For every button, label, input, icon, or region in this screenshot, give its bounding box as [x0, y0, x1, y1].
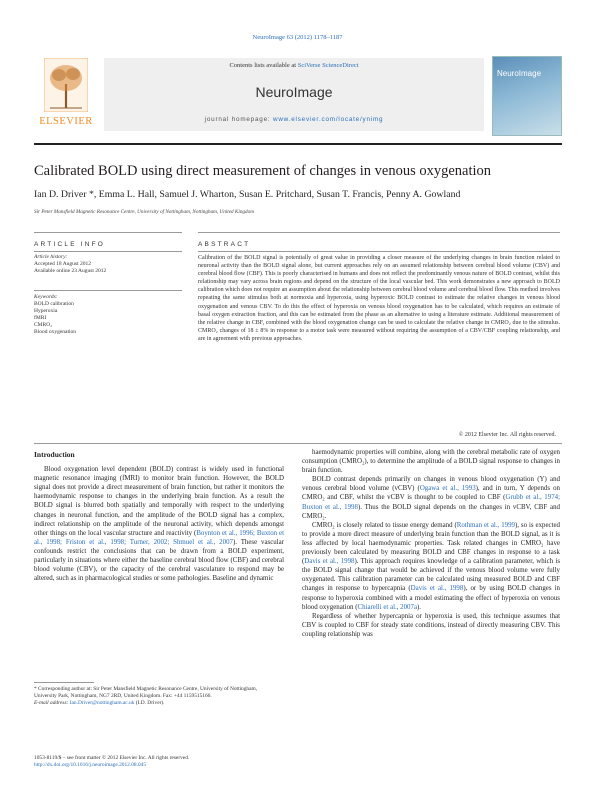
online-date: Available online 23 August 2012 [34, 268, 107, 275]
homepage-prefix: journal homepage: [204, 116, 273, 123]
keyword-item: CMRO₂ [34, 322, 53, 329]
contents-prefix: Contents lists available at [229, 62, 298, 69]
sciencedirect-link[interactable]: SciVerse ScienceDirect [297, 62, 359, 69]
paragraph-text: haemodynamic properties will combine, along with the cerebral metabolic rate of oxygen consumption (CMRO₂), to determine the amplitude of a BOLD signal response to changes in brain function. [302, 449, 560, 475]
copyright-notice: © 2012 Elsevier Inc. All rights reserved. [458, 432, 556, 438]
keyword-item: Hyperoxia [34, 308, 58, 315]
article-info-rule [34, 232, 182, 233]
email-label: E-mail address: [34, 700, 70, 707]
section-heading-introduction: Introduction [34, 450, 75, 459]
paragraph-text: Regardless of whether hypercapnia or hyperoxia is used, this technique assumes that CBV is coupled to CBF for steady state conditions, instead of directly measuring CBV. This coupling relationship was [302, 612, 560, 638]
paragraph-text: ), or by using BOLD changes in response to hyperoxia combined with a model estimating the effect of hyperoxia on venous blood oxygenation ( [302, 585, 560, 611]
right-column [302, 448, 560, 639]
keywords-rule [34, 290, 182, 291]
citation-link[interactable]: Davis et al., 1998 [304, 558, 355, 566]
citation-link[interactable]: Davis et al., 1998 [410, 585, 464, 593]
affiliation: Sir Peter Mansfield Magnetic Resonance Centre, University of Nottingham, Nottingham, United Kingdom [34, 209, 254, 215]
corresponding-address: * Corresponding author at: Sir Peter Mansfield Magnetic Resonance Centre, University of Nottingham, University Park, Nottingham, NG7 2RD, United Kingdom. Fax: +44 1159515166. [34, 686, 258, 700]
paragraph-text: BOLD contrast depends primarily on changes in venous blood oxygenation (Y) and venous cerebral blood volume (vCBV) ( [302, 476, 560, 493]
paragraph-text: ). These vascular confounds restrict the conclusions that can be drawn from a BOLD experiment, particularly in situations where either the baseline cerebral blood flow (CBF) and cerebral blood volume (CBV), or the capacity of the cerebral vasculature to respond may be altered, such as in pharmacological studies or some pathologies. Baseline and dynamic [34, 538, 284, 583]
body-paragraph [302, 612, 560, 639]
cover-title: NeuroImage [497, 69, 542, 78]
keyword-item: Blood oxygenation [34, 329, 77, 336]
citation-link[interactable]: Chiarelli et al., 2007a [357, 603, 418, 611]
body-paragraph [302, 448, 560, 475]
paragraph-text: Blood oxygenation level dependent (BOLD) contrast is widely used in functional magnetic resonance imaging (fMRI) to monitor brain function. However, the BOLD signal does not provide a direct measurement of brain function, but rather it monitors the haemodynamic response to changes in the underlying brain function. As a result the BOLD signal is blurred both spatially and temporally with respect to the underlying changes in neuronal function, and the amplitude of the BOLD signal has a complex, indirect relationship on the amplitude of the neuronal activity, which depends amongst other things on the local vascular structure and reactivity ( [34, 466, 284, 537]
paragraph-text: ). [417, 603, 422, 611]
article-title: Calibrated BOLD using direct measurement of changes in venous oxygenation [34, 163, 492, 179]
email-suffix: (I.D. Driver). [134, 700, 165, 707]
abstract-text: Calibration of the BOLD signal is potentially of great value in providing a closer measure of the underlying changes in brain function related to neuronal activity than the BOLD signal alone, but current approaches rely on an assumed relationship between cerebral blood volume (CBV) and cerebral blood flow (CBF). This is poorly characterised in humans and does not reflect the predominantly venous nature of BOLD contrast, whilst this relationship may vary across brain regions and depend on the structure of the local vascular bed. This work demonstrates a new approach to BOLD calibration which does not require an assumption about the relationship between cerebral blood volume and cerebral blood flow. This method involves repeating the same stimulus both at normoxia and hyperoxia, using hyperoxic BOLD contrast to estimate the relative changes in venous blood oxygenation and venous CBV. To do this the effect of hyperoxia on venous blood oxygenation has to be calculated, which requires an estimate of basal oxygen extraction fraction, and this can be estimated from the phase as an alternative to using a literature estimate. Additional measurement of the relative change in CBF, combined with the blood oxygenation change can be used to calculate the relative change in CMRO₂ due to the stimulus. CMRO₂ changes of 18 ± 8% in response to a motor task were measured without requiring the assumption of a CBV/CBF coupling relationship, and are in agreement with previous approaches. [198, 255, 560, 342]
journal-name: NeuroImage [255, 84, 333, 100]
body-paragraph [34, 465, 284, 583]
left-column-body [34, 465, 284, 583]
article-history [34, 254, 182, 275]
issn-line: 1053-8119/$ – see front matter © 2012 Elsevier Inc. All rights reserved. [34, 755, 190, 761]
journal-homepage [104, 116, 484, 123]
journal-cover-thumbnail [492, 56, 562, 136]
accepted-date: Accepted 18 August 2012 [34, 261, 91, 268]
citation-link[interactable]: Rothman et al., 1999 [456, 521, 515, 529]
keywords-block [34, 294, 182, 337]
paragraph-text: ). This approach requires knowledge of a calibration parameter, which is the BOLD signal change that would be achieved if the venous blood volume were fully oxygenated. This calibration parameter can be calculated using measured BOLD and CBF changes in response to hypercapnia ( [302, 558, 561, 593]
history-label: Article history: [34, 254, 68, 260]
body-paragraph [302, 475, 560, 520]
elsevier-logo [34, 58, 98, 132]
citation-link[interactable]: Boynton et al., 1996; Buxton et al., 1998; Friston et al., 1998; Turner, 2002; Shmuel et al., 2007 [34, 529, 284, 546]
corresponding-author-footnote [34, 686, 274, 707]
abstract-heading: ABSTRACT [198, 241, 251, 248]
body-rule [34, 443, 562, 444]
elsevier-tree-icon [44, 58, 88, 112]
journal-reference[interactable]: NeuroImage 63 (2012) 1178–1187 [252, 34, 343, 41]
left-column [34, 450, 284, 583]
paragraph-text: ), and in turn, Y depends on CMRO₂ and CBF, whilst the vCBV is thought to be coupled to CBF ( [302, 485, 561, 502]
article-info-heading: ARTICLE INFO [34, 241, 106, 248]
homepage-link[interactable]: www.elsevier.com/locate/ynimg [272, 116, 384, 123]
citation-link[interactable]: Ogawa et al., 1993 [419, 485, 476, 493]
author-list: Ian D. Driver *, Emma L. Hall, Samuel J. Wharton, Susan E. Pritchard, Susan T. Francis, Penny A. Gowland [34, 189, 461, 200]
abstract-subrule [198, 251, 560, 252]
paragraph-text: ), so is expected to provide a more direct measure of underlying brain function than the BOLD signal, as it is less affected by local haemodynamic properties. Task related changes in CMRO₂ have previously been calculated by measuring BOLD and CBF changes in response to a task ( [302, 521, 560, 566]
doi-link[interactable]: http://dx.doi.org/10.1016/j.neuroimage.2012.08.045 [34, 762, 147, 768]
contents-line [104, 62, 484, 69]
abstract-rule [198, 232, 560, 233]
right-column-body [302, 448, 560, 639]
keyword-item: BOLD calibration [34, 301, 74, 308]
header-rule [34, 143, 562, 145]
citation-link[interactable]: Grubb et al., 1974; Buxton et al., 1998 [302, 494, 560, 511]
email-link[interactable]: Ian.Driver@nottingham.ac.uk [69, 700, 135, 707]
paragraph-text: CMRO₂ is closely related to tissue energy demand ( [312, 521, 457, 529]
publisher-name: ELSEVIER [39, 116, 93, 127]
footnote-rule [34, 682, 94, 683]
keyword-item: fMRI [34, 315, 47, 322]
body-paragraph [302, 521, 560, 612]
keywords-label: Keywords: [34, 294, 58, 300]
article-info-subrule [34, 251, 182, 252]
page-footer [34, 755, 334, 769]
email-line [34, 700, 274, 707]
paragraph-text: ). Thus the BOLD signal depends on the changes in vCBV, CBF and CMRO₂. [302, 503, 560, 520]
